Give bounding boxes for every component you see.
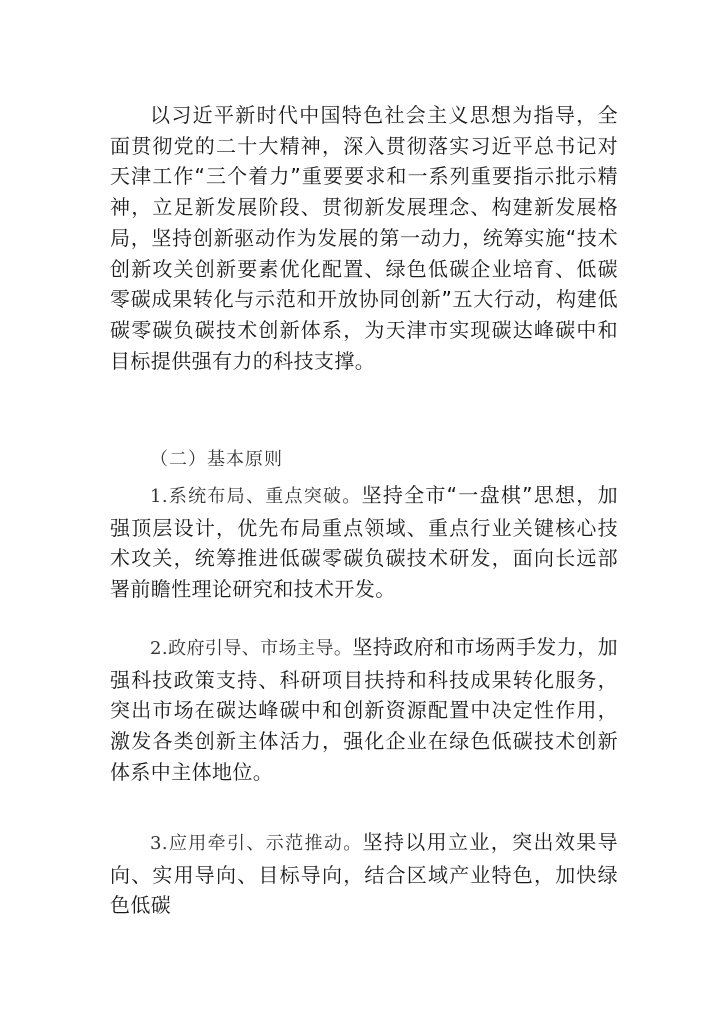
principle-paragraph-3	[110, 827, 618, 921]
intro-paragraph: 以习近平新时代中国特色社会主义思想为指导，全面贯彻党的二十大精神，深入贯彻落实习近平总书记对天津工作“三个着力”重要要求和一系列重要指示批示精神，立足新发展阶段、贯彻新发展理念、构建新发展格局，坚持创新驱动作为发展的第一动力，统筹实施“技术创新攻关创新要素优化配置、绿色低碳企业培育、低碳零碳成果转化与示范和开放协同创新”五大行动，构建低碳零碳负碳技术创新体系，为天津市实现碳达峰碳中和目标提供强有力的科技支撑。	[110, 103, 618, 373]
principle-title-3: 3.应用牵引、示范推动。	[150, 833, 363, 854]
principle-body-2: 坚持政府和市场两手发力，加强科技政策支持、科研项目扶持和科技成果转化服务，突出市场在碳达峰碳中和创新资源配置中决定性作用，激发各类创新主体活力，强化企业在绿色低碳技术创新体系中主体地位。	[110, 635, 618, 784]
principle-body-3: 坚持以用立业，突出效果导向、实用导向、目标导向，结合区域产业特色，加快绿色低碳	[110, 830, 618, 918]
principle-title-2: 2.政府引导、市场主导。	[150, 638, 353, 659]
principle-title-1: 1.系统布局、重点突破。	[150, 486, 362, 507]
principle-paragraph-1	[110, 480, 618, 605]
principle-body-1: 坚持全市“一盘棋”思想，加强顶层设计，优先布局重点领域、重点行业关键核心技术攻关，统筹推进低碳零碳负碳技术研发，面向长远部署前瞻性理论研究和技术开发。	[110, 483, 618, 602]
principle-paragraph-2	[110, 632, 618, 788]
section-heading-basic-principles: （二）基本原则	[150, 449, 283, 470]
